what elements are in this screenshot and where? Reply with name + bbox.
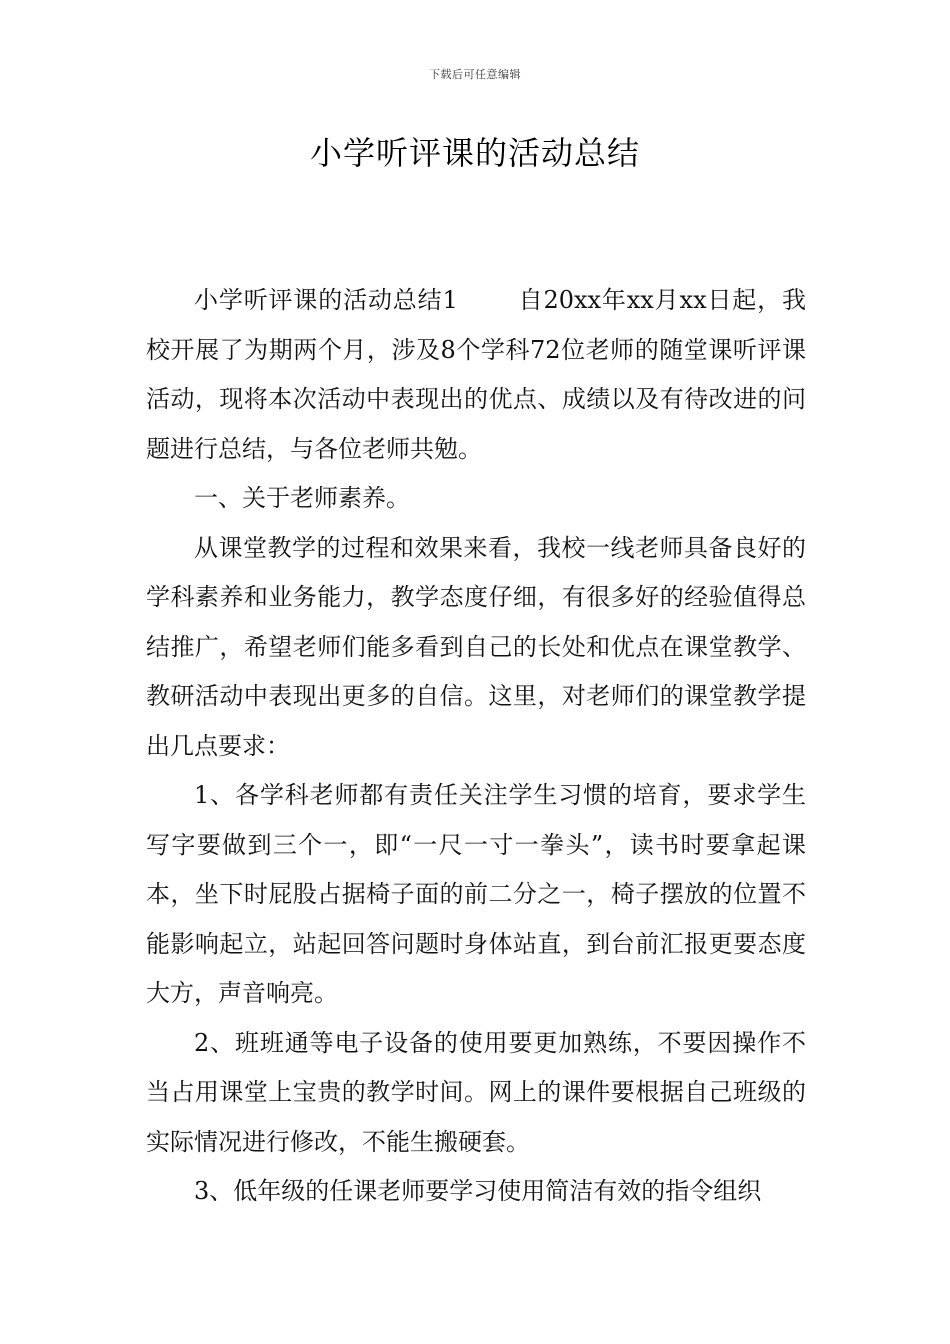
paragraph: 从课堂教学的过程和效果来看，我校一线老师具备良好的学科素养和业务能力，教学态度仔细，有很多好的经验值得总结推广，希望老师们能多看到自己的长处和优点在课堂教学、教研活动中表现出更多的自信。这里，对老师们的课堂教学提出几点要求：	[146, 533, 806, 760]
paragraph-section-heading: 一、关于老师素养。	[194, 484, 410, 512]
intro-lead: 小学听评课的活动总结1	[194, 286, 458, 314]
paragraph-intro	[146, 276, 806, 474]
header-note: 下载后可任意编辑	[429, 68, 521, 81]
document-body	[146, 276, 806, 1217]
paragraph-item-1: 1、各学科老师都有责任关注学生习惯的培育，要求学生写字要做到三个一，即“一尺一寸一拳头”，读书时要拿起课本，坐下时屁股占据椅子面的前二分之一，椅子摆放的位置不能影响起立，站起回答问题时身体站直，到台前汇报更要态度大方，声音响亮。	[146, 781, 806, 1007]
paragraph-item-3: 3、低年级的任课老师要学习使用简洁有效的指令组织	[194, 1177, 762, 1205]
document-title: 小学听评课的活动总结	[309, 134, 640, 172]
paragraph-item-2: 2、班班通等电子设备的使用要更加熟练，不要因操作不当占用课堂上宝贵的教学时间。网上的课件要根据自己班级的实际情况进行修改，不能生搬硬套。	[146, 1028, 806, 1156]
intro-text: 自20xx年xx月xx日起，我校开展了为期两个月，涉及8个学科72位老师的随堂课听评课活动，现将本次活动中表现出的优点、成绩以及有待改进的问题进行总结，与各位老师共勉。	[146, 286, 806, 463]
